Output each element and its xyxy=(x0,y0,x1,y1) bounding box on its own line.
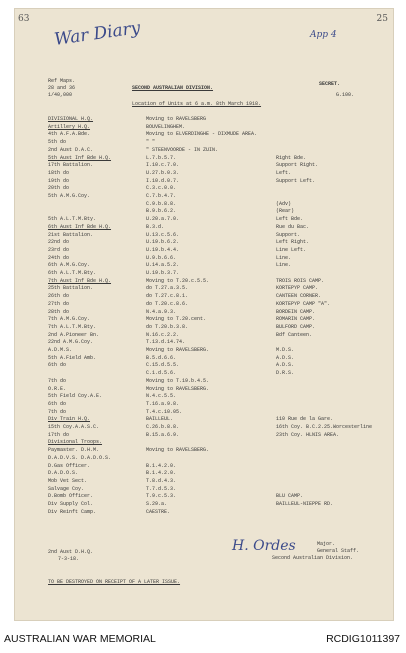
unit-name: O.R.E. xyxy=(48,385,67,392)
unit-location: I.10.c.7.0. xyxy=(146,162,180,169)
unit-name: 6th do xyxy=(48,362,67,369)
unit-location: CAESTRE. xyxy=(146,508,171,515)
unit-location: U.14.a.5.2. xyxy=(146,262,180,269)
unit-remark: D.R.S. xyxy=(276,370,295,377)
unit-name: 20th do xyxy=(48,185,70,192)
unit-remark: BULFORD CAMP. xyxy=(276,323,316,330)
unit-remark: Left Bde. xyxy=(276,216,304,223)
signatory-rank: Major. xyxy=(317,541,336,547)
unit-name: 27th do xyxy=(48,300,70,307)
unit-location: U.19.b.4.4. xyxy=(146,246,180,253)
unit-location: " " xyxy=(146,139,156,146)
unit-name: 5th A.M.G.Coy. xyxy=(48,193,91,199)
unit-remark: (Adv) xyxy=(276,200,292,207)
unit-location: Moving to RAVELSBERG. xyxy=(146,385,210,392)
unit-name: 6th A.M.G.Coy. xyxy=(48,262,91,269)
unit-name: Paymaster. D.H.M. xyxy=(48,447,100,454)
unit-remark: TROIS ROIS CAMP. xyxy=(276,277,325,284)
unit-remark: Support. xyxy=(276,231,301,238)
unit-name: 6th A.L.T.M.Bty. xyxy=(48,270,97,276)
unit-location: U.19.b.3.7. xyxy=(146,270,180,276)
unit-location: do T.27.a.3.5. xyxy=(146,285,189,292)
unit-name: 22nd A.M.G.Coy. xyxy=(48,339,94,346)
unit-remark: Rue du Bac. xyxy=(276,223,310,230)
unit-name: Div Reinft Camp. xyxy=(48,508,97,515)
unit-remark: Left. xyxy=(276,169,292,176)
unit-name: 5th A.Field Amb. xyxy=(48,354,97,361)
unit-location: B.9.b.6.2. xyxy=(146,208,177,215)
unit-location: S.29.a. xyxy=(146,501,168,507)
ref-maps-line-2: 28 and 36 xyxy=(48,85,76,91)
unit-name: Salvage Coy. xyxy=(48,485,85,492)
unit-location: C.15.d.5.5. xyxy=(146,362,180,369)
unit-location: T.8.d.4.3. xyxy=(146,477,177,484)
unit-name: 22nd do xyxy=(48,239,70,246)
unit-name: 5th do xyxy=(48,139,67,146)
unit-name: Artillery H.Q. xyxy=(48,123,91,130)
unit-name: 24th do xyxy=(48,254,70,261)
unit-name: 5th Aust Inf Bde H.Q. xyxy=(48,154,112,161)
document-page xyxy=(14,8,394,621)
unit-remark: Support Right. xyxy=(276,162,319,169)
unit-remark: Bdf Canteen. xyxy=(276,331,313,338)
unit-location: Moving to RAVELSBERG xyxy=(146,116,207,122)
unit-location: C.26.b.8.8. xyxy=(146,424,180,430)
unit-remark: 110 Rue de la Gare. xyxy=(276,416,334,423)
unit-name: D.A.D.O.S. xyxy=(48,470,79,477)
secret-mark: SECRET. xyxy=(319,81,341,87)
unit-location: T.16.a.9.8. xyxy=(146,400,180,407)
unit-remark: BAILLEUL-NIEPPE RD. xyxy=(276,501,334,507)
unit-location: C.1.d.5.6. xyxy=(146,370,177,377)
unit-location: Moving to T.20.c.5.5. xyxy=(146,277,210,284)
unit-remark: ROMARIN CAMP. xyxy=(276,316,316,323)
memo-number: G.100. xyxy=(336,92,355,98)
signatory-division: Second Australian Division. xyxy=(272,555,354,561)
archive-caption xyxy=(0,625,406,653)
issue-date: 7-3-18. xyxy=(58,556,80,562)
unit-name: 17th do xyxy=(48,431,70,438)
unit-location: U.13.c.5.6. xyxy=(146,231,180,238)
unit-remark: A.D.S. xyxy=(276,354,295,361)
unit-name: Div Train H.Q. xyxy=(48,416,91,423)
unit-location: U.20.a.7.0. xyxy=(146,216,180,223)
unit-name: 4th A.F.A.Bde. xyxy=(48,131,91,138)
unit-remark: M.D.S. xyxy=(276,347,295,353)
unit-location: B.1.4.2.0. xyxy=(146,470,177,477)
appendix-annotation: App 4 xyxy=(310,30,337,40)
unit-location: N.4.a.9.3. xyxy=(146,308,177,315)
unit-location: B.3.d. xyxy=(146,223,165,230)
archive-reference: RCDIG1011397 xyxy=(326,633,400,645)
war-diary-annotation: War Diary xyxy=(53,18,142,50)
unit-location: Moving to RAVELSBERG. xyxy=(146,447,210,454)
unit-name: 23rd do xyxy=(48,246,70,253)
unit-location: BAILLEUL. xyxy=(146,416,174,423)
unit-location: do T.20.b.3.8. xyxy=(146,323,189,330)
unit-remark: Left Right. xyxy=(276,239,310,246)
unit-location: BOUVELINGHEM. xyxy=(146,123,186,130)
unit-remark: A.D.S. xyxy=(276,362,295,369)
unit-name: 7th do xyxy=(48,377,67,384)
unit-location: T.13.d.14.74. xyxy=(146,339,186,346)
unit-remark: Line. xyxy=(276,262,292,269)
unit-remark: Line Left. xyxy=(276,246,307,253)
unit-name: 18th do xyxy=(48,169,70,176)
unit-location: T.9.c.5.3. xyxy=(146,493,177,500)
unit-location: C.7.b.4.7. xyxy=(146,193,177,199)
unit-location: Moving to RAVELSBERG. xyxy=(146,347,210,353)
ref-maps-line-1: Ref Maps. xyxy=(48,78,76,84)
unit-name: Mob Vet Sect. xyxy=(48,477,88,484)
unit-name: 2nd A.Pioneer Bn. xyxy=(48,331,100,338)
unit-location: B.1.4.2.0. xyxy=(146,462,177,469)
unit-location: T.4.c.10.05. xyxy=(146,408,183,415)
unit-name: 2nd Aust D.A.C. xyxy=(48,146,94,153)
unit-location: U.19.b.6.2. xyxy=(146,239,180,246)
unit-name: 5th Field Coy.A.E. xyxy=(48,393,103,400)
unit-location: C.9.b.8.8. xyxy=(146,200,177,207)
unit-location: Moving to T.20.cent. xyxy=(146,316,207,323)
unit-name: D.A.D.V.S. D.A.D.O.S. xyxy=(48,454,112,461)
unit-remark: Support Left. xyxy=(276,177,316,184)
signatory-staff: General Staff. xyxy=(317,548,360,554)
unit-name: Div Supply Col. xyxy=(48,501,94,507)
unit-name: 19th do xyxy=(48,177,70,184)
unit-remark: (Rear) xyxy=(276,208,295,215)
unit-name: 6th do xyxy=(48,400,67,407)
unit-name: 7th do xyxy=(48,408,67,415)
unit-location: I.10.d.0.7. xyxy=(146,177,180,184)
unit-location: " STEENVOORDE - IN ZUIN. xyxy=(146,146,219,153)
unit-location: N.4.c.5.5. xyxy=(146,393,177,400)
archive-name: AUSTRALIAN WAR MEMORIAL xyxy=(4,633,156,645)
unit-location: N.16.c.2.2. xyxy=(146,331,180,338)
unit-name: 21st Battalion. xyxy=(48,231,94,238)
unit-remark: BLU CAMP. xyxy=(276,493,304,500)
unit-remark: CANTEEN CORNER. xyxy=(276,293,322,300)
unit-location: Moving to T.19.b.4.5. xyxy=(146,377,210,384)
issuing-hq: 2nd Aust D.H.Q. xyxy=(48,549,94,555)
unit-remark: 16th Coy. B.C.2.25.Worcesterline xyxy=(276,424,373,430)
unit-location: T.7.d.5.3. xyxy=(146,485,177,492)
division-title: SECOND AUSTRALIAN DIVISION. xyxy=(132,85,214,91)
unit-location: do T.20.c.8.6. xyxy=(146,300,189,307)
signature: H. Ordes xyxy=(232,538,296,554)
unit-location: C.3.c.0.0. xyxy=(146,185,177,192)
location-heading: Location of Units at 6 a.m. 8th March 1918. xyxy=(132,101,262,107)
unit-remark: Right Bde. xyxy=(276,154,307,161)
unit-name: 6th Aust Inf Bde H.Q. xyxy=(48,223,112,230)
unit-name: DIVISIONAL H.Q. xyxy=(48,116,94,122)
unit-name: 25th Battalion. xyxy=(48,285,94,292)
unit-location: L.7.b.5.7. xyxy=(146,154,177,161)
page-number-right: 25 xyxy=(376,14,388,24)
unit-name: 28th do xyxy=(48,308,70,315)
unit-location: do T.27.c.8.1. xyxy=(146,293,189,300)
unit-name: 26th do xyxy=(48,293,70,300)
unit-name: A.D.M.S. xyxy=(48,347,73,353)
unit-name: 17th Battalion. xyxy=(48,162,94,169)
destroy-instruction: TO BE DESTROYED ON RECEIPT OF A LATER ISSUE. xyxy=(48,579,181,585)
unit-name: Divisional Troops. xyxy=(48,439,103,446)
unit-name: D.Gas Officer. xyxy=(48,462,91,469)
unit-name: D.Bomb Officer. xyxy=(48,493,94,500)
unit-location: Moving to ELVERDINGHE - DIXMUDE AREA. xyxy=(146,131,258,138)
unit-remark: 23th Coy. HLNIS AREA. xyxy=(276,431,340,438)
unit-remark: Line. xyxy=(276,254,292,261)
unit-name: 7th Aust Inf Bde H.Q. xyxy=(48,277,112,284)
unit-location: B.15.a.6.9. xyxy=(146,431,180,438)
unit-name: 7th A.L.T.M.Bty. xyxy=(48,323,97,330)
unit-remark: KORTEPYP CAMP "A". xyxy=(276,300,331,307)
unit-location: U.9.b.6.6. xyxy=(146,254,177,261)
unit-remark: KORTEPYP CAMP. xyxy=(276,285,319,292)
unit-location: U.27.b.0.3. xyxy=(146,169,180,176)
unit-name: 7th A.M.G.Coy. xyxy=(48,316,91,323)
unit-remark: BORDEIN CAMP. xyxy=(276,308,316,315)
ref-maps-line-3: 1/40,000 xyxy=(48,92,73,98)
page-number-left: 63 xyxy=(18,14,30,24)
unit-location: B.5.d.6.6. xyxy=(146,354,177,361)
unit-name: 5th A.L.T.M.Bty. xyxy=(48,216,97,223)
unit-name: 15th Coy.A.A.S.C. xyxy=(48,424,100,430)
